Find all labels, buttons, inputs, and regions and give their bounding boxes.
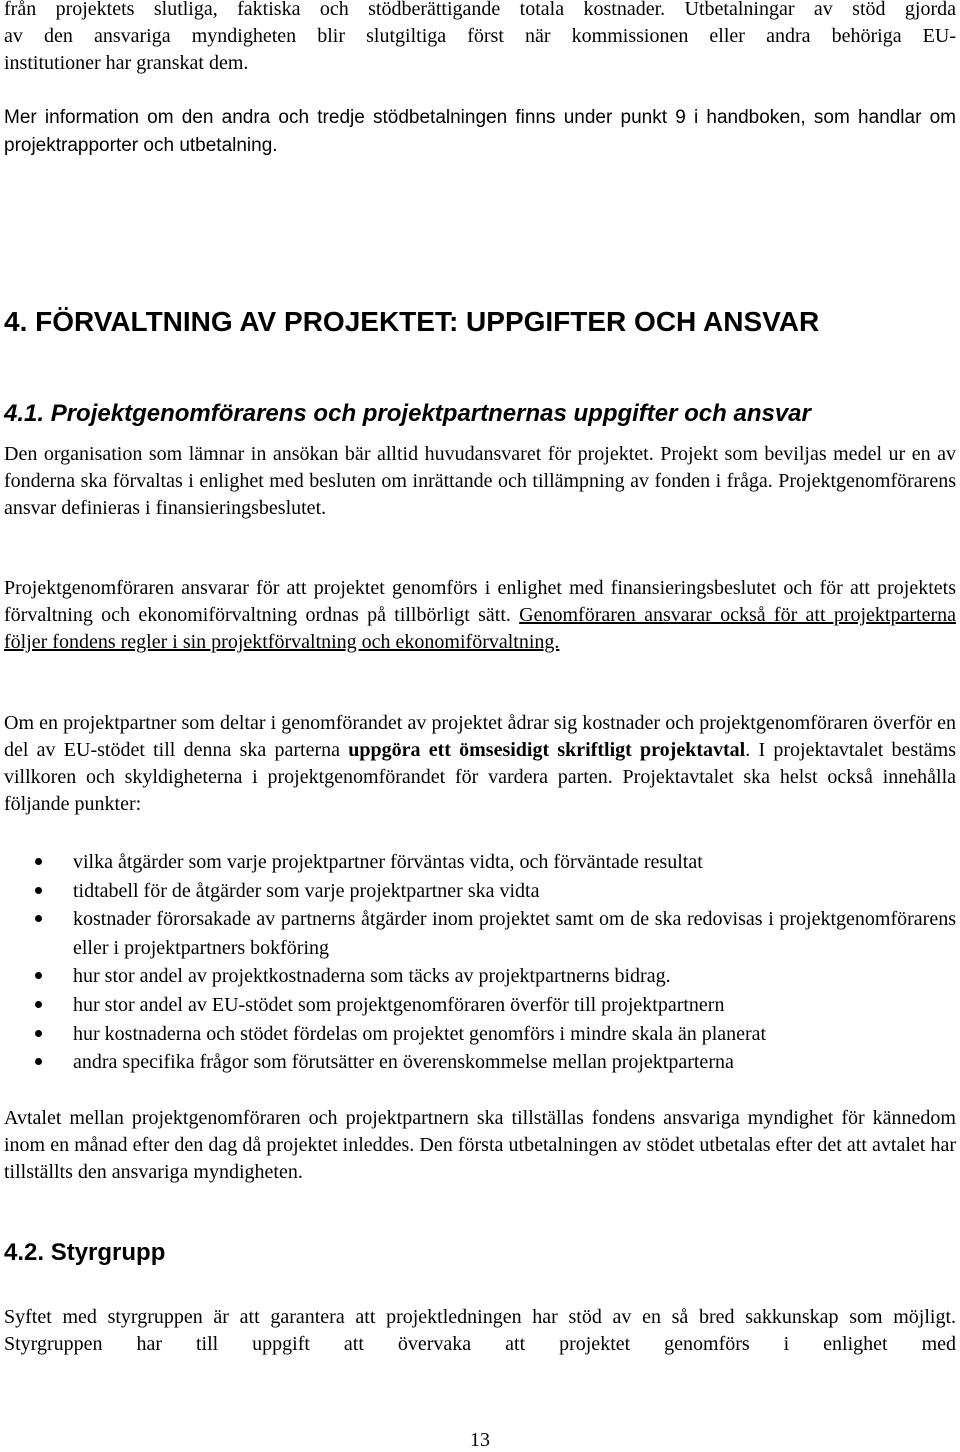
bullet-icon — [35, 972, 42, 979]
paragraph-line: av den ansvariga myndigheten blir slutgiltiga först när kommissionen eller andra behöriga EU- — [4, 25, 956, 47]
paragraph-text: Projektgenomföraren ansvarar för att projektet genomförs i enlighet med finansieringsbeslutet och för att projektets förvaltning och ekonomiförvaltning ordnas på tillbörligt sätt. — [4, 577, 956, 626]
page-number: 13 — [470, 1429, 490, 1451]
list-item-text: vilka åtgärder som varje projektpartner förväntas vidta, och förväntade resultat — [73, 851, 703, 873]
list-item-text: tidtabell för de åtgärder som varje projektpartner ska vidta — [73, 879, 540, 902]
paragraph-text: Om en projektpartner som deltar i genomförandet av projektet ådrar sig kostnader och projektgenomföraren överför en del av EU-stödet till denna ska parterna — [4, 712, 956, 761]
list-item — [4, 991, 956, 1020]
paragraph-info: Mer information om den andra och tredje stödbetalningen finns under punkt 9 i handboken, som handlar om projektrapporter och utbetalning. — [4, 107, 956, 156]
list-item-text: andra specifika frågor som förutsätter en överenskommelse mellan projektparterna — [73, 1051, 734, 1074]
list-item-text: kostnader förorsakade av partnerns åtgärder inom projektet samt om de ska redovisas i projektgenomförarens eller i projektpartners bokföring — [73, 908, 956, 959]
paragraph: Avtalet mellan projektgenomföraren och projektpartnern ska tillställas fondens ansvariga myndighet för kännedom inom en månad efter den dag då projektet inleddes. Den första utbetalningen av stödet utbetalas efter det att avtalet har tillställts den ansvariga myndigheten. — [4, 1107, 956, 1183]
paragraph — [4, 575, 956, 656]
bullet-icon — [35, 858, 42, 865]
paragraph-text: . I projektavtalet bestäms villkoren och skyldigheterna i projektgenomförandet för vardera parten. Projektavtalet ska helst också innehålla följande punkter: — [4, 739, 956, 815]
list-item — [4, 905, 956, 962]
paragraph-line: institutioner har granskat dem. — [4, 52, 249, 74]
list-item-text: hur stor andel av projektkostnaderna som täcks av projektpartnerns bidrag. — [73, 965, 671, 988]
underlined-text: Genomföraren ansvarar också för att projektparterna följer fondens regler i sin projektförvaltning och ekonomiförvaltning. — [4, 604, 956, 653]
bullet-icon — [35, 1030, 42, 1037]
paragraph-continuation — [4, 0, 956, 77]
bullet-icon — [35, 887, 42, 894]
list-item — [4, 848, 956, 877]
paragraph: Den organisation som lämnar in ansökan bär alltid huvudansvaret för projektet. Projekt som beviljas medel ur en av fonderna ska förvaltas i enlighet med besluten om inrättande och tillämpning av fonden i fråga. Projektgenomförarens ansvar definieras i finansieringsbeslutet. — [4, 443, 956, 519]
paragraph — [4, 710, 956, 818]
list-item — [4, 1048, 956, 1077]
bullet-icon — [35, 915, 42, 922]
bullet-list — [4, 848, 956, 1077]
paragraph: Syftet med styrgruppen är att garantera att projektledningen har stöd av en så bred sakkunskap som möjligt. Styrgruppen har till uppgift att övervaka att projektet genomförs i enlighet med — [4, 1306, 956, 1355]
section-heading: 4. FÖRVALTNING AV PROJEKTET: UPPGIFTER OCH ANSVAR — [4, 306, 820, 337]
bold-text: uppgöra ett ömsesidigt skriftligt projektavtal — [348, 739, 746, 761]
list-item-text: hur stor andel av EU-stödet som projektgenomföraren överför till projektpartnern — [73, 993, 725, 1016]
list-item — [4, 962, 956, 991]
paragraph-line: från projektets slutliga, faktiska och stödberättigande totala kostnader. Utbetalningar av stöd gjorda — [4, 0, 956, 20]
list-item — [4, 1020, 956, 1049]
bullet-icon — [35, 1001, 42, 1008]
list-item-text: hur kostnaderna och stödet fördelas om projektet genomförs i mindre skala än planerat — [73, 1022, 767, 1045]
subsection-heading: 4.1. Projektgenomförarens och projektpartnernas uppgifter och ansvar — [4, 400, 811, 427]
bullet-icon — [35, 1058, 42, 1065]
subsection-heading: 4.2. Styrgrupp — [4, 1239, 166, 1266]
list-item — [4, 877, 956, 906]
